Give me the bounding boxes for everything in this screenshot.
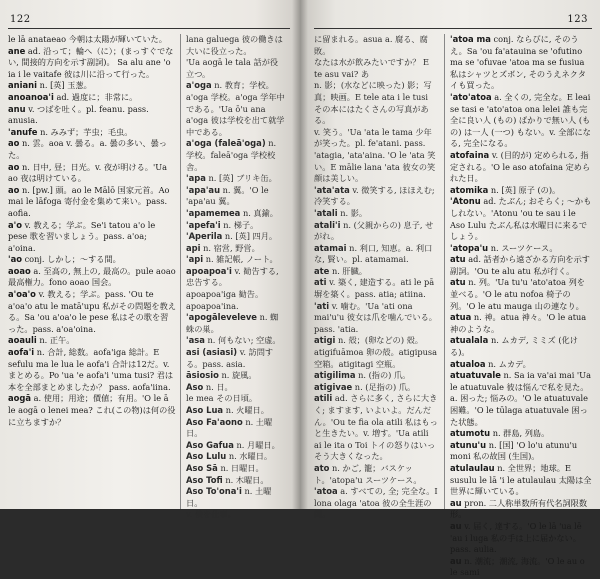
dictionary-entry bbox=[8, 46, 176, 81]
entry-headword: ato bbox=[314, 462, 330, 473]
dictionary-entry bbox=[186, 185, 286, 208]
entry-headword: aogā bbox=[8, 393, 32, 404]
entry-definition: n. (父親からの) 息子, せがれ。 bbox=[314, 219, 434, 242]
entry-headword: anu bbox=[8, 103, 26, 114]
dictionary-entry bbox=[450, 463, 592, 498]
entry-headword: aoauli bbox=[8, 335, 37, 346]
entry-headword: 'asa bbox=[186, 335, 205, 346]
dictionary-entry bbox=[314, 382, 438, 394]
entry-headword: anoanoa'i bbox=[8, 91, 54, 102]
dictionary-entry bbox=[8, 254, 176, 266]
entry-definition: n. [pw.] 頭。ao le Mālō 国家元首。Ao mai le lāfoga 寄付金を集めて来い。pass. aofia. bbox=[8, 184, 170, 218]
entry-definition: ad. 過度に；非常に。 bbox=[56, 91, 138, 102]
book-gutter-shadow bbox=[292, 0, 308, 509]
dictionary-entry bbox=[450, 440, 592, 463]
dictionary-entry bbox=[186, 370, 286, 382]
entry-definition: n. [英] ブリキ缶。 bbox=[208, 173, 277, 184]
entry-headword: 'atoa ma bbox=[450, 34, 491, 44]
entry-headword: āsiosio bbox=[186, 370, 219, 381]
entry-headword: 'apa'au bbox=[186, 184, 221, 195]
entry-definition: n. [英] 玉葱。 bbox=[39, 80, 92, 91]
entry-definition: n. 学校。faleā'oga 学校校舎。 bbox=[186, 138, 277, 172]
entry-headword: ao bbox=[8, 138, 20, 149]
entry-definition: v. 教える；学ぶ。pass. 'Ou te a'oa'o atu le matā'upu 私がその問題を教える。Sa 'ou a'oa'o le pese 私はその歌を習った。pass. a'oa'oina. bbox=[8, 289, 176, 334]
entry-definition: n. 翼。'O le 'apa'au 翼。 bbox=[186, 184, 269, 207]
entry-definition: n. 木曜日。 bbox=[225, 474, 269, 485]
entry-definition: ad. 沿って；輪へ（に）；(まっすぐでない, 間接的方向を示す副詞)。 Sa alu ane 'o ia i le vaitafe 彼は川に沿って行った。 bbox=[8, 45, 174, 79]
dictionary-entry bbox=[314, 127, 438, 185]
entry-definition: n. 土曜日。 bbox=[186, 416, 273, 439]
dictionary-entry bbox=[314, 370, 438, 382]
entry-headword: atu bbox=[450, 277, 466, 288]
entry-definition: v. つばを吐く。pl. feanu. pass. anusia. bbox=[8, 103, 149, 126]
entry-definition: v. 噛む。'Ua 'ati ona mai'u'u 彼女は爪を噛んでいる。pass. 'atia. bbox=[314, 300, 437, 334]
dictionary-entry bbox=[186, 509, 286, 521]
dictionary-entry bbox=[8, 104, 176, 127]
dictionary-entry bbox=[314, 266, 438, 278]
entry-headword: 'api bbox=[186, 254, 204, 265]
entry-definition: n. ムカデ。 bbox=[488, 358, 531, 369]
right-column-2 bbox=[450, 34, 592, 578]
entry-definition: n. かご, 籠；バスケット。'atopa'u スーツケース。 bbox=[314, 462, 422, 485]
entry-headword: atulaulau bbox=[450, 462, 495, 473]
dictionary-entry bbox=[450, 92, 592, 150]
dictionary-entry bbox=[314, 335, 438, 370]
entry-headword: atuatuvale bbox=[450, 370, 501, 381]
dictionary-entry bbox=[8, 266, 176, 289]
entry-headword: ao bbox=[8, 161, 20, 172]
dictionary-entry bbox=[186, 231, 286, 243]
dictionary-entry bbox=[450, 498, 592, 521]
dictionary-entry bbox=[450, 428, 592, 440]
entry-definition: n. 教育；学校。a'oga 学校。a'oga 学年中である。'Ua ō'u ana a'oga 彼は学校を出て就学中である。 bbox=[186, 80, 285, 137]
left-page-number: 122 bbox=[10, 14, 31, 25]
entry-definition: v. 訪問する。pass. asia. bbox=[186, 347, 274, 369]
dictionary-entry bbox=[314, 463, 438, 486]
entry-definition: n. 肝臓。 bbox=[331, 265, 367, 276]
dictionary-entry bbox=[450, 370, 592, 393]
entry-headword: Aso bbox=[186, 381, 204, 392]
entry-definition: v. 笑う。'Ua 'ata le tama 少年が笑った。pl. fe'atani. pass. 'atagia, 'ata'aina. 'O le 'ata 笑い。E mālie lana 'ata 彼女の笑顔は美しい。 bbox=[314, 126, 436, 184]
entry-definition: v. 微笑する, ほほえむ; 冷笑する。 bbox=[314, 184, 435, 207]
entry-headword: au bbox=[450, 497, 462, 508]
dictionary-entry bbox=[314, 80, 438, 126]
entry-headword: ao bbox=[8, 184, 20, 195]
entry-definition: n. 火曜日。 bbox=[225, 405, 269, 415]
dictionary-entry bbox=[186, 57, 286, 80]
entry-definition: v. 倹を仕事。 bbox=[186, 509, 236, 520]
entry-definition: ad. 話者から遠ざかる方向を示す副詞。'Ou te alu atu 私が行く。 bbox=[450, 254, 590, 276]
entry-definition: v. 築く, 建造する。ati le pā 塀を築く。pass. atia; atiina. bbox=[314, 277, 435, 300]
entry-headword: atamai bbox=[314, 242, 347, 253]
entry-definition: n. 雑記帳, ノート。 bbox=[205, 254, 278, 265]
entry-definition: に留まれる。asua a. 腐る、腐敗。 bbox=[314, 34, 428, 56]
left-column-1 bbox=[8, 34, 176, 509]
dictionary-entry bbox=[450, 150, 592, 185]
entry-definition: n. 正午。 bbox=[39, 335, 75, 346]
dictionary-entry bbox=[8, 127, 176, 139]
entry-headword: atu bbox=[450, 254, 466, 265]
entry-definition: le lā anataeao 今朝は太陽が輝いていた。 bbox=[8, 34, 167, 44]
dictionary-entry bbox=[186, 440, 286, 452]
dictionary-entry bbox=[186, 266, 286, 289]
dictionary-entry bbox=[186, 220, 286, 232]
entry-headword: atualoa bbox=[450, 358, 486, 369]
entry-headword: a'o bbox=[8, 219, 22, 230]
entry-headword: ate bbox=[314, 265, 330, 276]
entry-headword: 'ati bbox=[314, 300, 330, 311]
entry-definition: なたは水が飲みたいですか？ E te asu vai? あ bbox=[314, 57, 430, 79]
entry-definition: n. 月曜日。 bbox=[236, 439, 280, 450]
entry-definition: a. すべての, 全; 完全な。I lona olaga 'atoa 彼の全生涯の間。 bbox=[314, 486, 438, 520]
right-header-rule bbox=[314, 28, 592, 29]
entry-headword: atigilima bbox=[314, 370, 356, 381]
dictionary-entry bbox=[186, 405, 286, 417]
entry-definition: n. 合計, 総数。aofa'iga 総計。E sefulu ma le lua le aofa'i 合計は12だ。v. まとめる。Po 'ua 'e aofa'i 'uma tusi? 君は本を全部まとめましたか？ pass. aofa'iina. bbox=[8, 347, 174, 392]
entry-headword: Aso Sā bbox=[186, 462, 218, 473]
entry-headword: atofaina bbox=[450, 149, 490, 160]
entry-definition: n. 列。'Ua tu'u 'ato'atoa 列を並べる。'O le atu nofoa 椅子の列。'O le atu mauga 山の連なり。 bbox=[450, 277, 585, 311]
entry-headword: ati bbox=[314, 277, 327, 288]
entry-headword: apoapoa'i bbox=[186, 265, 232, 276]
dictionary-entry bbox=[450, 393, 592, 428]
left-header-rule bbox=[8, 28, 290, 29]
dictionary-entry bbox=[8, 347, 176, 393]
entry-definition: n. 日。 bbox=[205, 381, 233, 392]
entry-definition: n. 潮流；潮流, 海流。'O le au o le sami bbox=[450, 555, 585, 578]
dictionary-entry bbox=[186, 393, 286, 405]
dictionary-entry bbox=[450, 34, 592, 92]
entry-definition: conj. ならびに, そのうえ。Sa 'ou fa'atauina se 'ofutino ma se 'ofuvae 'atoa ma se fusiua 私はシャツとズボン, そのうえネクタイも買った。 bbox=[450, 34, 586, 91]
right-page-number: 123 bbox=[567, 14, 588, 25]
right-column-divider bbox=[444, 34, 445, 509]
entry-headword: atua bbox=[450, 312, 472, 323]
entry-definition: apoapoa'iga 勧告。 bbox=[186, 289, 264, 300]
entry-definition: n. 神。atua 神々。'O le atua 神のような。 bbox=[450, 312, 587, 334]
dictionary-entry bbox=[8, 138, 176, 161]
dictionary-entry bbox=[186, 475, 286, 487]
entry-headword: a'oga bbox=[186, 80, 212, 91]
entry-definition: a. 使用；用途；價値；有用。'O le ā le aogā o lenei mea? これ(この物)は何の役に立ちますか？ bbox=[8, 393, 176, 427]
entry-headword: 'apa bbox=[186, 173, 206, 184]
dictionary-entry bbox=[8, 80, 176, 92]
left-column-divider bbox=[180, 34, 181, 509]
dictionary-entry bbox=[186, 254, 286, 266]
entry-headword: atumotu bbox=[450, 428, 491, 439]
left-page bbox=[0, 0, 300, 520]
entry-headword: aniani bbox=[8, 80, 37, 91]
dictionary-entry bbox=[450, 359, 592, 371]
left-column-2 bbox=[186, 34, 286, 520]
dictionary-entry bbox=[186, 382, 286, 394]
dictionary-entry bbox=[314, 34, 438, 57]
entry-definition: n. [国] 'O lo'u atunu'u moni 私の故国 (生国)。 bbox=[450, 439, 578, 462]
entry-definition: n. 梯子。 bbox=[223, 219, 259, 230]
entry-definition: n. 土曜日。 bbox=[186, 486, 272, 508]
entry-headword: 'apogāleveleve bbox=[186, 312, 257, 323]
entry-headword: Aso Lua bbox=[186, 405, 224, 415]
dictionary-entry bbox=[450, 521, 592, 556]
entry-definition: n. 殻；(卵などの) 殻。atigifuāmoa 卵の殻。atigipusa 空箱。atigitagi 空瓶。 bbox=[314, 335, 438, 369]
right-column-1 bbox=[314, 34, 438, 520]
entry-headword: Aso To'ona'i bbox=[186, 486, 242, 497]
entry-definition: le mea その日頃。 bbox=[186, 393, 258, 404]
entry-headword: ane bbox=[8, 45, 26, 56]
entry-definition: n. 何もない; 空虚。 bbox=[207, 335, 281, 346]
entry-headword: atigivae bbox=[314, 381, 353, 392]
entry-definition: n. [英] 四月。 bbox=[224, 231, 278, 242]
entry-definition: 'Ua aogā le tala 話が役立つ。 bbox=[186, 57, 279, 79]
dictionary-entry bbox=[186, 173, 286, 185]
dictionary-entry bbox=[8, 335, 176, 347]
entry-headword: atunu'u bbox=[450, 439, 487, 450]
dictionary-entry bbox=[450, 312, 592, 335]
entry-headword: 'ato'atoa bbox=[450, 91, 492, 102]
dictionary-entry bbox=[450, 185, 592, 197]
dictionary-entry bbox=[186, 463, 286, 475]
entry-definition: conj. しかし；～する間。 bbox=[24, 254, 121, 265]
entry-headword: atualala bbox=[450, 335, 489, 346]
dictionary-entry bbox=[314, 220, 438, 243]
entry-definition: ad. たぶん; おそらく; ～かもしれない。'Atonu 'ou te sau i le Aso Lulu たぶん私は水曜日に来るでしょう。 bbox=[450, 196, 592, 242]
entry-headword: au bbox=[450, 555, 462, 566]
dictionary-entry bbox=[314, 57, 438, 80]
entry-headword: 'apefa'i bbox=[186, 219, 221, 230]
dictionary-entry bbox=[8, 185, 176, 220]
dictionary-entry bbox=[450, 335, 592, 358]
dictionary-entry bbox=[314, 301, 438, 336]
entry-headword: atili bbox=[314, 393, 333, 404]
entry-headword: au bbox=[450, 520, 462, 531]
dictionary-entry bbox=[186, 289, 286, 301]
dictionary-entry bbox=[186, 34, 286, 57]
dictionary-entry bbox=[186, 138, 286, 173]
entry-headword: aofa'i bbox=[8, 347, 35, 358]
dictionary-entry bbox=[314, 208, 438, 220]
entry-definition: n. (足指の) 爪。 bbox=[354, 381, 416, 392]
entry-definition: ad. さらに多く, さらに大きく; ますます, いよいよ。だんだん。'Ou te fia ola atili 私はもっと生きたい。v. 増す。'Ua atili ai le ita o Toi トイの怒りはいっそう大きくなった。 bbox=[314, 393, 438, 462]
dictionary-entry bbox=[314, 486, 438, 521]
entry-definition: v. 届く, 達する。'O le lā 'ua lē 'au i luga 私の手は上に届かない。pass. aulia. bbox=[450, 520, 582, 555]
dictionary-entry bbox=[8, 92, 176, 104]
entry-definition: n. ムカデ, ミミズ (化ける)。 bbox=[450, 335, 578, 358]
dictionary-entry bbox=[186, 208, 286, 220]
entry-headword: atomika bbox=[450, 184, 489, 195]
entry-headword: a'oga (faleā'oga) bbox=[186, 138, 266, 149]
entry-definition: n. 群島, 列島。 bbox=[492, 428, 550, 439]
entry-definition: lana galuega 彼の働きは大いに役立った。 bbox=[186, 34, 283, 56]
dictionary-entry bbox=[450, 556, 592, 579]
entry-headword: 'anufe bbox=[8, 126, 38, 137]
entry-definition: n. スーツケース。 bbox=[490, 242, 558, 253]
entry-definition: n. 雲。aoa v. 曇る。a. 曇の多い、曇った。 bbox=[8, 138, 167, 160]
dictionary-entry bbox=[314, 277, 438, 300]
dictionary-entry bbox=[186, 335, 286, 347]
entry-headword: 'Aperila bbox=[186, 231, 223, 242]
entry-headword: 'Atonu bbox=[450, 196, 481, 207]
entry-definition: v. 教える；学ぶ。Se'i tatou a'o le pese 歌を習いましょう。pass. a'oa; a'oina. bbox=[8, 219, 156, 253]
dictionary-entry bbox=[8, 220, 176, 255]
dictionary-entry bbox=[314, 243, 438, 266]
dictionary-entry bbox=[8, 162, 176, 185]
dictionary-entry bbox=[186, 451, 286, 463]
entry-headword: atigi bbox=[314, 335, 336, 346]
entry-definition: n. 日中, 昼；日光。v. 夜が明ける。'Ua ao 夜は明けている。 bbox=[8, 161, 168, 184]
dictionary-entry bbox=[186, 486, 286, 509]
dictionary-entry bbox=[450, 277, 592, 312]
entry-definition: n. 水曜日。 bbox=[228, 451, 273, 462]
dictionary-entry bbox=[186, 312, 286, 335]
entry-definition: n. 宿営, 野営。 bbox=[203, 242, 260, 253]
entry-headword: atali'i bbox=[314, 219, 341, 230]
dictionary-entry bbox=[314, 185, 438, 208]
entry-definition: v. (目的が) 定められる, 指定される。'O le aso atofaina 定められた日。 bbox=[450, 149, 591, 184]
dictionary-entry bbox=[8, 393, 176, 428]
entry-headword: 'atali bbox=[314, 207, 338, 218]
entry-headword: 'atoa bbox=[314, 486, 338, 497]
entry-headword: Aso Tofi bbox=[186, 474, 223, 485]
dictionary-entry bbox=[186, 347, 286, 370]
entry-headword: 'apamemea bbox=[186, 207, 241, 218]
dictionary-entry bbox=[186, 243, 286, 255]
entry-headword: a'oa'o bbox=[8, 289, 36, 300]
entry-definition: a. 困った; 悩みの。'O le atuatuvale 困難。'O le tūlaga atuatuvale 困った状態。 bbox=[450, 393, 588, 427]
entry-definition: n. [英] 原子 (の)。 bbox=[490, 184, 561, 195]
entry-headword: aoao bbox=[8, 265, 31, 276]
dictionary-entry bbox=[186, 301, 286, 313]
entry-definition: n. (指の) 爪。 bbox=[358, 370, 411, 381]
entry-definition: a. 至高の, 無上の, 最高の。pule aoao 最高権力。fono aoao 国会。 bbox=[8, 265, 176, 288]
dictionary-entry bbox=[450, 243, 592, 255]
entry-definition: n. 真鍮。 bbox=[242, 207, 278, 218]
entry-definition: n. みみず；芋虫；毛虫。 bbox=[40, 126, 133, 137]
entry-definition: n. 影。 bbox=[340, 207, 368, 218]
entry-definition: n. 全世界；地球。E susulu le lā 'i le atulaulau 太陽は全世界に輝いている。 bbox=[450, 462, 592, 497]
right-page bbox=[300, 0, 600, 578]
dictionary-entry bbox=[314, 393, 438, 463]
entry-definition: n. 影；(水などに映った) 影；写真；映画。E tele ata i le tusi その本にはたくさんの写真がある。 bbox=[314, 80, 432, 126]
entry-headword: Aso Fa'aono bbox=[186, 416, 243, 427]
entry-definition: v. 勧告する, 忠告する。 bbox=[186, 265, 279, 288]
dictionary-entry bbox=[186, 80, 286, 138]
entry-headword: Aso Gafua bbox=[186, 439, 234, 450]
entry-headword: 'ata'ata bbox=[314, 184, 350, 195]
entry-headword: 'ao bbox=[8, 254, 22, 265]
dictionary-entry bbox=[450, 196, 592, 242]
entry-headword: 'atopa'u bbox=[450, 242, 489, 253]
entry-definition: a. 全くの, 完全な。E leai se tasi e 'ato'atoa ona lelei 誰も完全に良い人 (もの) ばかりで無い人 (もの) は一人 (一つ) もない。v. 全部になる, 完全になる。 bbox=[450, 91, 591, 149]
entry-definition: n. 日曜日。 bbox=[220, 462, 264, 473]
entry-definition: n. 旋風。 bbox=[221, 370, 257, 381]
entry-headword: Aso Lulu bbox=[186, 451, 227, 462]
entry-definition: n. Sa ia va'ai mai 'Ua le atuatuvale 彼は悩んで私を見た。 bbox=[450, 370, 591, 392]
entry-headword: api bbox=[186, 242, 201, 253]
dictionary-entry bbox=[8, 289, 176, 335]
dictionary-entry bbox=[8, 34, 176, 46]
entry-definition: pron. 二人称単数所有代名詞限数形。 bbox=[450, 497, 588, 520]
entry-definition: n. 蜘蛛の巣。 bbox=[186, 312, 279, 334]
entry-headword: asi (asiasi) bbox=[186, 347, 238, 358]
entry-definition: n. 利口, 知恵。a. 利口な, 賢い。pl. atamamai. bbox=[314, 242, 433, 265]
dictionary-entry bbox=[186, 417, 286, 440]
entry-definition: apoapoa'ina. bbox=[186, 300, 239, 311]
dictionary-entry bbox=[450, 254, 592, 277]
